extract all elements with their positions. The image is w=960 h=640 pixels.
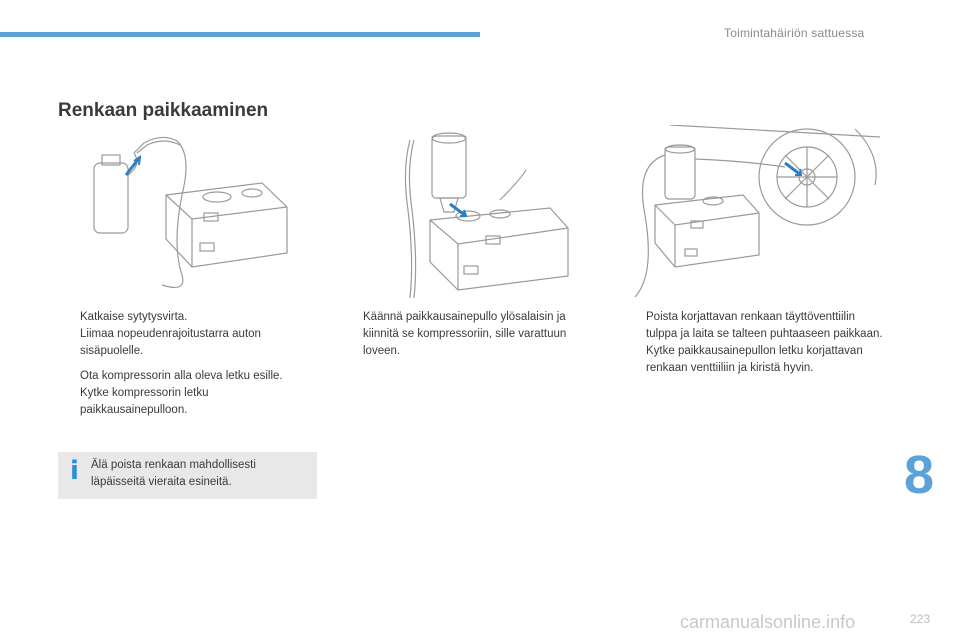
instruction-item: Katkaise sytytysvirta. [80,311,188,323]
instructions-column-3 [624,309,886,385]
header-accent-bar [0,32,480,37]
instruction-group [58,309,318,360]
info-note-box [58,452,317,499]
instruction-item: Ota kompressorin alla oleva letku esille. [80,370,283,382]
instruction-item: Kytke paikkausainepullon letku korjattavan renkaan venttiiliin ja kiristä hyvin. [646,345,863,374]
watermark: carmanualsonline.info [680,612,856,632]
illustration-bottle-inverted [400,130,575,300]
instruction-group [624,309,886,377]
chapter-number: 8 [904,445,935,505]
instruction-item: Käännä paikkausainepullo ylösalaisin ja kiinnitä se kompressoriin, sille varattuun loveen. [363,311,567,357]
instruction-group [341,309,591,360]
illustration-wheel-connection [625,125,885,300]
page-heading: Renkaan paikkaaminen [58,100,269,121]
page-number: 223 [910,612,931,626]
instructions-column-2 [341,309,591,368]
info-note-text: Älä poista renkaan mahdollisesti läpäisseitä vieraita esineitä. [91,459,256,488]
section-title: Toimintahäiriön sattuessa [724,26,865,40]
instruction-item: Poista korjattavan renkaan täyttöventtiilin tulppa ja laita se talteen puhtaaseen paikkaan. [646,311,883,340]
instructions-column-1 [58,309,318,427]
instruction-group [58,368,318,419]
illustration-compressor-bottle [82,135,292,295]
instruction-item: Liimaa nopeudenrajoitustarra auton sisäpuolelle. [80,328,261,357]
info-icon: i [70,456,79,486]
instruction-item: Kytke kompressorin letku paikkausainepulloon. [80,387,209,416]
